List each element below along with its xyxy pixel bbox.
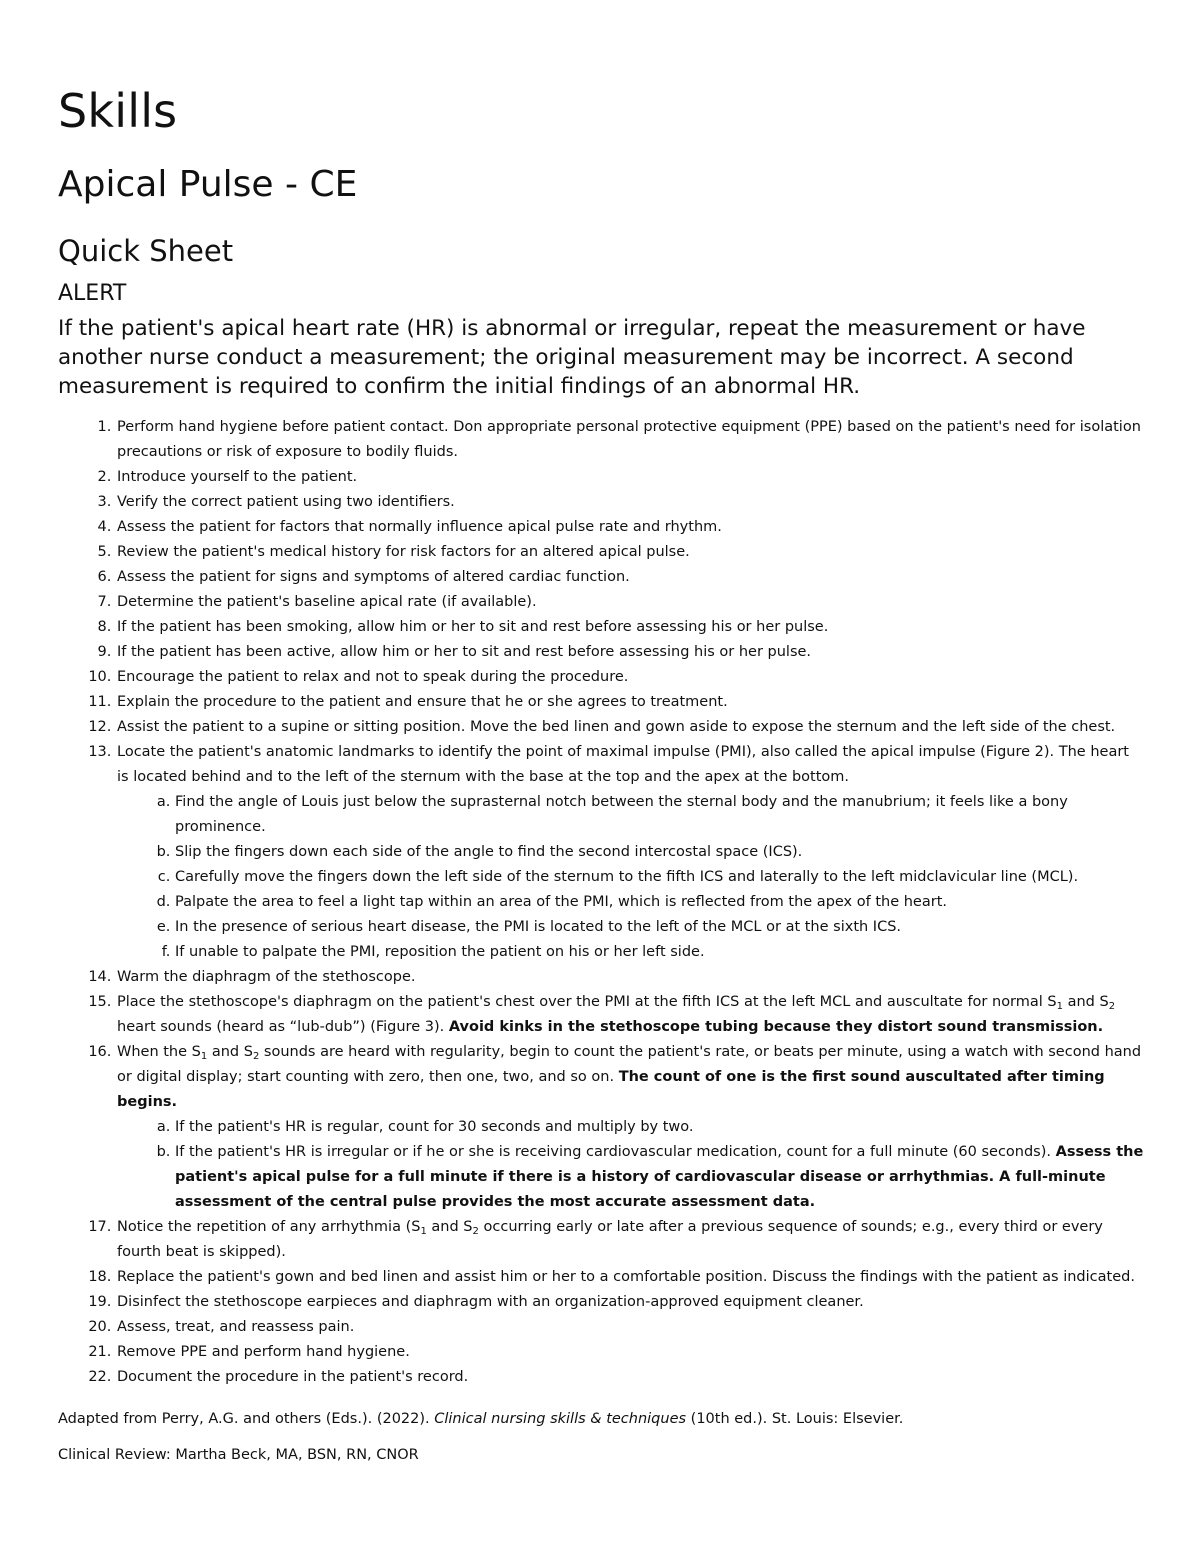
step-5: 5. Review the patient's medical history for risk factors for an altered apical pulse. [116, 540, 1144, 565]
step-13: 13. Locate the patient's anatomic landmarks to identify the point of maximal impulse (PMI), also called the apical impulse (Figure 2). The heart is located behind and to the left of the sternum with the base at the top and the apex at the bottom. a. Find the angle of Louis just below the suprasternal notch between the sternal body and the manubrium; it feels like a bony prominence. b. Slip the fingers down each side of the angle to find the second intercostal space (ICS). c. Carefully move the fingers down the left side of the sternum to the fifth ICS and laterally to the left midclavicular line (MCL). d. Palpate the area to feel a light tap within an area of the PMI, which is reflected from the apex of the heart. e. In the presence of serious heart disease, the PMI is located to the left of the MCL or at the sixth ICS. f. If unable to palpate the PMI, reposition the patient on his or her left side. [116, 740, 1144, 965]
step-16b: b. If the patient's HR is irregular or if he or she is receiving cardiovascular medication, count for a full minute (60 seconds). Assess the patient's apical pulse for a full minute if there is a history of cardiovascular disease or arrhythmias. A full-minute assessment of the central pulse provides the most accurate assessment data. [175, 1140, 1144, 1215]
step-4: 4. Assess the patient for factors that normally influence apical pulse rate and rhythm. [116, 515, 1144, 540]
sheet-title: Quick Sheet [58, 234, 234, 268]
step-14: 14. Warm the diaphragm of the stethoscope. [116, 965, 1144, 990]
section-title: Skills [58, 84, 178, 138]
source-book-title: Clinical nursing skills & techniques [434, 1411, 687, 1427]
step-13-substeps [117, 790, 1144, 965]
step-16b-emphasis: Assess the patient's apical pulse for a full minute if there is a history of cardiovascular disease or arrhythmias. A full-minute assessment of the central pulse provides the most accurate assessment data. [175, 1144, 1144, 1210]
alert-text: If the patient's apical heart rate (HR) is abnormal or irregular, repeat the measurement or have another nurse conduct a measurement; the original measurement may be incorrect. A second measurement is required to confirm the initial findings of an abnormal HR. [58, 316, 1086, 399]
step-1: 1. Perform hand hygiene before patient contact. Don appropriate personal protective equipment (PPE) based on the patient's need for isolation precautions or risk of exposure to bodily fluids. [116, 415, 1144, 465]
procedure-title: Apical Pulse - CE [58, 164, 358, 205]
step-21: 21. Remove PPE and perform hand hygiene. [116, 1340, 1144, 1365]
steps-list [58, 415, 1144, 1390]
step-16a: a. If the patient's HR is regular, count for 30 seconds and multiply by two. [175, 1115, 1144, 1140]
subscript-1: 1 [200, 1051, 208, 1062]
step-7: 7. Determine the patient's baseline apical rate (if available). [116, 590, 1144, 615]
step-16-emphasis: The count of one is the first sound auscultated after timing begins. [117, 1069, 1105, 1110]
alert-label: ALERT [58, 281, 127, 306]
step-11: 11. Explain the procedure to the patient and ensure that he or she agrees to treatment. [116, 690, 1144, 715]
step-9: 9. If the patient has been active, allow him or her to sit and rest before assessing his or her pulse. [116, 640, 1144, 665]
step-19: 19. Disinfect the stethoscope earpieces and diaphragm with an organization-approved equipment cleaner. [116, 1290, 1144, 1315]
step-3: 3. Verify the correct patient using two identifiers. [116, 490, 1144, 515]
step-10: 10. Encourage the patient to relax and not to speak during the procedure. [116, 665, 1144, 690]
step-18: 18. Replace the patient's gown and bed linen and assist him or her to a comfortable position. Discuss the findings with the patient as indicated. [116, 1265, 1144, 1290]
step-8: 8. If the patient has been smoking, allow him or her to sit and rest before assessing his or her pulse. [116, 615, 1144, 640]
step-15: 15. Place the stethoscope's diaphragm on the patient's chest over the PMI at the fifth ICS at the left MCL and auscultate for normal $S_1$ and $S_2$ heart sounds (heard as “lub-dub”) (Figure 3). Avoid kinks in the stethoscope tubing because they distort sound transmission. [116, 990, 1144, 1040]
step-15-emphasis: Avoid kinks in the stethoscope tubing because they distort sound transmission. [448, 1019, 1104, 1035]
step-17: 17. Notice the repetition of any arrhythmia ($S_1$ and $S_2$ occurring early or late after a previous sequence of sounds; e.g., every third or every fourth beat is skipped). [116, 1215, 1144, 1265]
step-2: 2. Introduce yourself to the patient. [116, 465, 1144, 490]
step-13d: d. Palpate the area to feel a light tap within an area of the PMI, which is reflected from the apex of the heart. [175, 890, 1144, 915]
step-13e: e. In the presence of serious heart disease, the PMI is located to the left of the MCL or at the sixth ICS. [175, 915, 1144, 940]
step-13b: b. Slip the fingers down each side of the angle to find the second intercostal space (ICS). [175, 840, 1144, 865]
step-13a: a. Find the angle of Louis just below the suprasternal notch between the sternal body and the manubrium; it feels like a bony prominence. [175, 790, 1144, 840]
step-16: 16. When the $S_1$ and $S_2$ sounds are heard with regularity, begin to count the patient's rate, or beats per minute, using a watch with second hand or digital display; start counting with zero, then one, two, and so on. The count of one is the first sound auscultated after timing begins. a. If the patient's HR is regular, count for 30 seconds and multiply by two. b. If the patient's HR is irregular or if he or she is receiving cardiovascular medication, count for a full minute (60 seconds). Assess the patient's apical pulse for a full minute if there is a history of cardiovascular disease or arrhythmias. A full-minute assessment of the central pulse provides the most accurate assessment data. [116, 1040, 1144, 1215]
subscript-1: 1 [420, 1226, 427, 1237]
step-20: 20. Assess, treat, and reassess pain. [116, 1315, 1144, 1340]
subscript-2: 2 [472, 1226, 479, 1237]
source-citation: Adapted from Perry, A.G. and others (Eds.). (2022). Clinical nursing skills & techniques (10th ed.). St. Louis: Elsevier. [58, 1411, 904, 1427]
step-12: 12. Assist the patient to a supine or sitting position. Move the bed linen and gown aside to expose the sternum and the left side of the chest. [116, 715, 1144, 740]
subscript-2: 2 [252, 1051, 260, 1062]
subscript-2: 2 [1108, 1001, 1116, 1012]
subscript-1: 1 [1056, 1001, 1063, 1012]
clinical-review: Clinical Review: Martha Beck, MA, BSN, RN, CNOR [58, 1447, 419, 1463]
step-16-substeps [117, 1115, 1144, 1215]
step-13c: c. Carefully move the fingers down the left side of the sternum to the fifth ICS and laterally to the left midclavicular line (MCL). [175, 865, 1144, 890]
step-22: 22. Document the procedure in the patient's record. [116, 1365, 1144, 1390]
step-6: 6. Assess the patient for signs and symptoms of altered cardiac function. [116, 565, 1144, 590]
step-13f: f. If unable to palpate the PMI, reposition the patient on his or her left side. [175, 940, 1144, 965]
